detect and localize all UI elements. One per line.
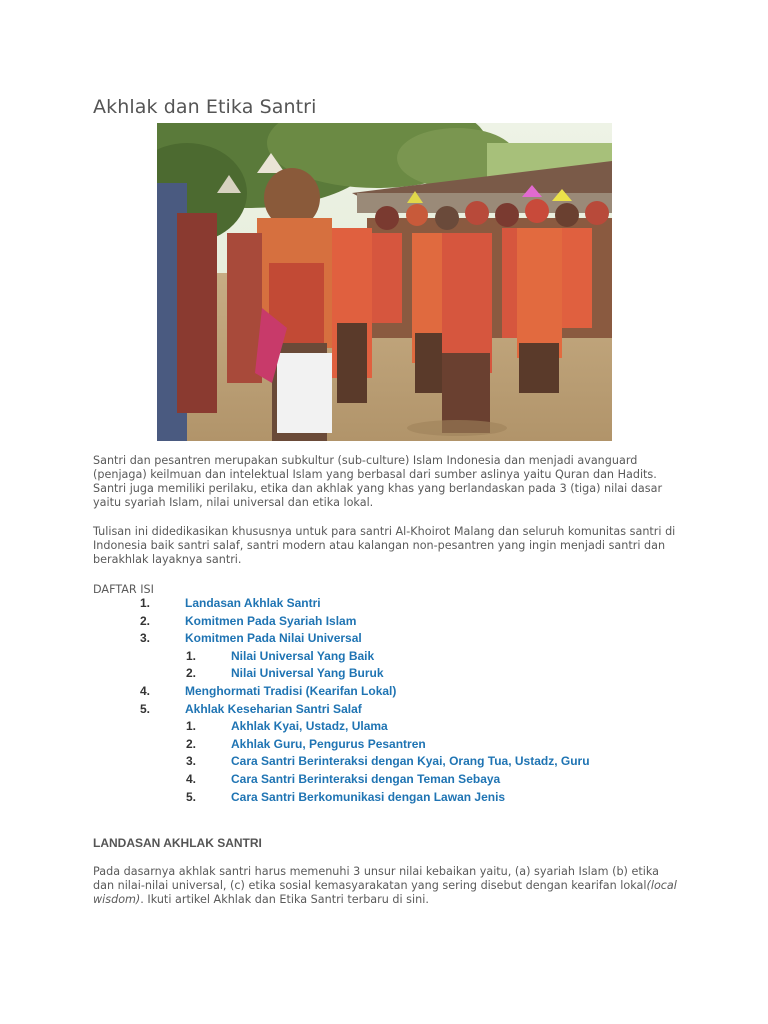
toc-number: 1.	[186, 719, 197, 734]
toc-subitem	[93, 771, 693, 789]
foundation-text-end: . Ikuti artikel Akhlak dan Etika Santri terbaru di sini.	[140, 893, 429, 906]
toc-number: 3.	[186, 754, 197, 769]
toc-link[interactable]: Komitmen Pada Nilai Universal	[185, 631, 362, 646]
dedication-paragraph: Tulisan ini didedikasikan khususnya untuk para santri Al-Khoirot Malang dan seluruh komunitas santri di Indonesia baik santri salaf, santri modern atau kalangan non-pesantren yang ingin menjadi santri dan berakhlak layaknya santri.	[93, 525, 676, 566]
intro-paragraph: Santri dan pesantren merupakan subkultur (sub-culture) Islam Indonesia dan menjadi avanguard (penjaga) keilmuan dan intelektual Islam yang berbasal dari sumber aslinya yaitu Quran dan Hadits. Santri juga memiliki perilaku, etika dan akhlak yang khas yang berlandaskan pada 3 (tiga) nilai dasar yaitu syariah Islam, nilai universal dan etika lokal.	[93, 454, 663, 509]
toc-link[interactable]: Menghormati Tradisi (Kearifan Lokal)	[185, 683, 397, 698]
toc-link[interactable]: Cara Santri Berinteraksi dengan Kyai, Orang Tua, Ustadz, Guru	[231, 754, 590, 769]
article-photo	[157, 123, 612, 441]
toc-item	[93, 595, 693, 613]
toc-link[interactable]: Landasan Akhlak Santri	[185, 596, 321, 610]
toc-subitem	[93, 753, 693, 771]
toc-number: 1.	[186, 648, 197, 663]
toc-number: 3.	[140, 631, 151, 646]
toc-link[interactable]: Komitmen Pada Syariah Islam	[185, 613, 357, 628]
toc-link[interactable]: Cara Santri Berinteraksi dengan Teman Sebaya	[231, 771, 501, 786]
toc-link[interactable]: Akhlak Kyai, Ustadz, Ulama	[231, 719, 388, 734]
toc-subitem	[93, 789, 693, 807]
foundation-text: Pada dasarnya akhlak santri harus memenuhi 3 unsur nilai kebaikan yaitu, (a) syariah Islam (b) etika dan nilai-nilai universal, (c) etika sosial kemasyarakatan yang sering disebut dengan kearifan lokal	[93, 865, 659, 892]
section-heading: LANDASAN AKHLAK SANTRI	[93, 836, 262, 850]
toc-number: 1.	[140, 596, 151, 610]
toc-number: 4.	[186, 771, 197, 786]
toc-subitem	[93, 665, 693, 683]
toc-subitem	[93, 648, 693, 666]
toc-subitem	[93, 736, 693, 754]
table-of-contents	[93, 595, 693, 806]
toc-item	[93, 630, 693, 648]
toc-number: 2.	[186, 666, 197, 681]
toc-subitem	[93, 718, 693, 736]
page-title: Akhlak dan Etika Santri	[93, 96, 317, 118]
toc-link[interactable]: Nilai Universal Yang Buruk	[231, 666, 384, 681]
toc-link[interactable]: Akhlak Guru, Pengurus Pesantren	[231, 736, 426, 751]
toc-number: 2.	[186, 736, 197, 751]
toc-number: 5.	[140, 701, 151, 716]
toc-number: 5.	[186, 789, 197, 804]
toc-link[interactable]: Cara Santri Berkomunikasi dengan Lawan Jenis	[231, 789, 506, 804]
toc-item	[93, 613, 693, 631]
foundation-italic-text: (local wisdom)	[93, 879, 677, 906]
toc-number: 2.	[140, 613, 151, 628]
toc-link[interactable]: Nilai Universal Yang Baik	[231, 648, 375, 663]
foundation-paragraph	[93, 865, 683, 907]
toc-link[interactable]: Akhlak Keseharian Santri Salaf	[185, 701, 362, 716]
toc-item	[93, 701, 693, 719]
toc-heading: DAFTAR ISI	[93, 583, 154, 596]
toc-number: 4.	[140, 683, 151, 698]
toc-item	[93, 683, 693, 701]
